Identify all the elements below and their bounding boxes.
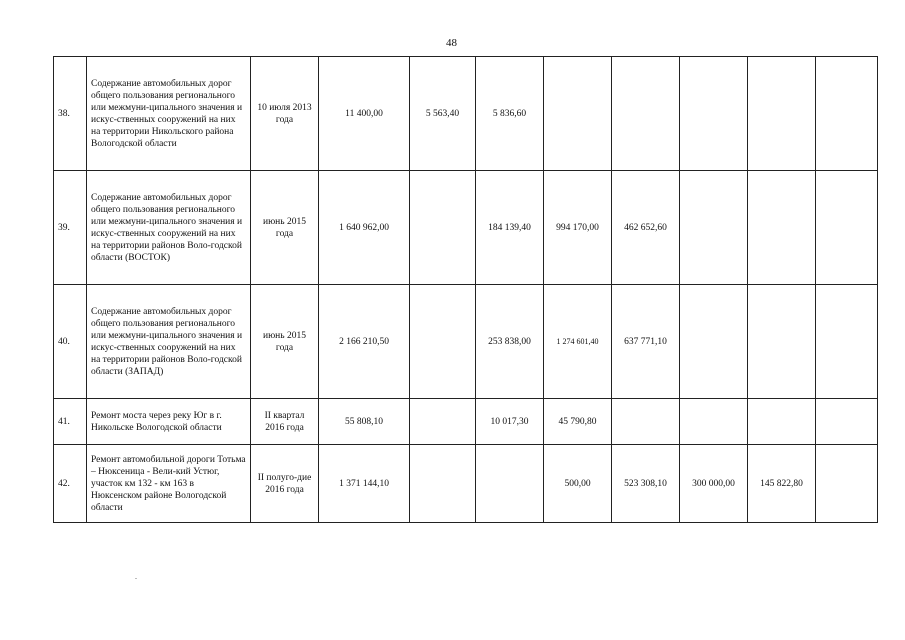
table-row bbox=[54, 171, 878, 285]
value-cell: 45 790,80 bbox=[544, 399, 612, 445]
value-cell: 5 836,60 bbox=[476, 57, 544, 171]
value-cell: 523 308,10 bbox=[612, 445, 680, 523]
value-cell bbox=[816, 445, 878, 523]
deadline-cell: июнь 2015 года bbox=[251, 171, 319, 285]
value-cell bbox=[612, 399, 680, 445]
row-number: 38. bbox=[54, 57, 87, 171]
deadline-cell: июнь 2015 года bbox=[251, 285, 319, 399]
object-name: Содержание автомобильных дорог общего пользования регионального или межмуни-ципального значения и искус-ственных сооружений на них на территории Никольского района Вологодской области bbox=[87, 57, 251, 171]
value-cell bbox=[680, 399, 748, 445]
value-cell bbox=[544, 57, 612, 171]
value-cell bbox=[410, 285, 476, 399]
value-cell: 300 000,00 bbox=[680, 445, 748, 523]
object-name: Ремонт моста через реку Юг в г. Никольске Вологодской области bbox=[87, 399, 251, 445]
value-cell: 145 822,80 bbox=[748, 445, 816, 523]
value-cell bbox=[748, 171, 816, 285]
page-number: 48 bbox=[446, 37, 457, 49]
value-cell bbox=[680, 285, 748, 399]
value-cell bbox=[748, 57, 816, 171]
row-number: 42. bbox=[54, 445, 87, 523]
value-cell: 184 139,40 bbox=[476, 171, 544, 285]
deadline-cell: II квартал 2016 года bbox=[251, 399, 319, 445]
table-row bbox=[54, 285, 878, 399]
deadline-cell: 10 июля 2013 года bbox=[251, 57, 319, 171]
scan-speck bbox=[135, 578, 137, 579]
value-cell: 1 274 601,40 bbox=[544, 285, 612, 399]
value-cell: 994 170,00 bbox=[544, 171, 612, 285]
table-row bbox=[54, 399, 878, 445]
value-cell bbox=[748, 285, 816, 399]
row-number: 39. bbox=[54, 171, 87, 285]
value-cell bbox=[410, 399, 476, 445]
value-cell bbox=[816, 399, 878, 445]
table-row bbox=[54, 445, 878, 523]
value-cell: 637 771,10 bbox=[612, 285, 680, 399]
value-cell: 462 652,60 bbox=[612, 171, 680, 285]
value-cell: 1 371 144,10 bbox=[319, 445, 410, 523]
row-number: 40. bbox=[54, 285, 87, 399]
data-table bbox=[53, 56, 878, 523]
value-cell: 253 838,00 bbox=[476, 285, 544, 399]
value-cell: 11 400,00 bbox=[319, 57, 410, 171]
deadline-cell: II полуго-дие 2016 года bbox=[251, 445, 319, 523]
value-cell bbox=[680, 171, 748, 285]
value-cell: 10 017,30 bbox=[476, 399, 544, 445]
value-cell: 1 640 962,00 bbox=[319, 171, 410, 285]
value-cell: 2 166 210,50 bbox=[319, 285, 410, 399]
value-cell bbox=[816, 285, 878, 399]
object-name: Содержание автомобильных дорог общего пользования регионального или межмуни-ципального значения и искус-ственных сооружений на них на территории районов Воло-годской области (ЗАПАД) bbox=[87, 285, 251, 399]
table-row bbox=[54, 57, 878, 171]
value-cell: 500,00 bbox=[544, 445, 612, 523]
value-cell bbox=[816, 57, 878, 171]
value-cell bbox=[816, 171, 878, 285]
value-cell bbox=[476, 445, 544, 523]
value-cell bbox=[748, 399, 816, 445]
object-name: Содержание автомобильных дорог общего пользования регионального или межмуни-ципального значения и искус-ственных сооружений на них на территории районов Воло-годской области (ВОСТОК) bbox=[87, 171, 251, 285]
value-cell: 5 563,40 bbox=[410, 57, 476, 171]
value-cell bbox=[612, 57, 680, 171]
object-name: Ремонт автомобильной дороги Тотьма – Нюксеница - Вели-кий Устюг, участок км 132 - км 163 в Нюксенском районе Вологодской области bbox=[87, 445, 251, 523]
value-cell bbox=[410, 445, 476, 523]
value-cell bbox=[410, 171, 476, 285]
value-cell bbox=[680, 57, 748, 171]
value-cell: 55 808,10 bbox=[319, 399, 410, 445]
row-number: 41. bbox=[54, 399, 87, 445]
